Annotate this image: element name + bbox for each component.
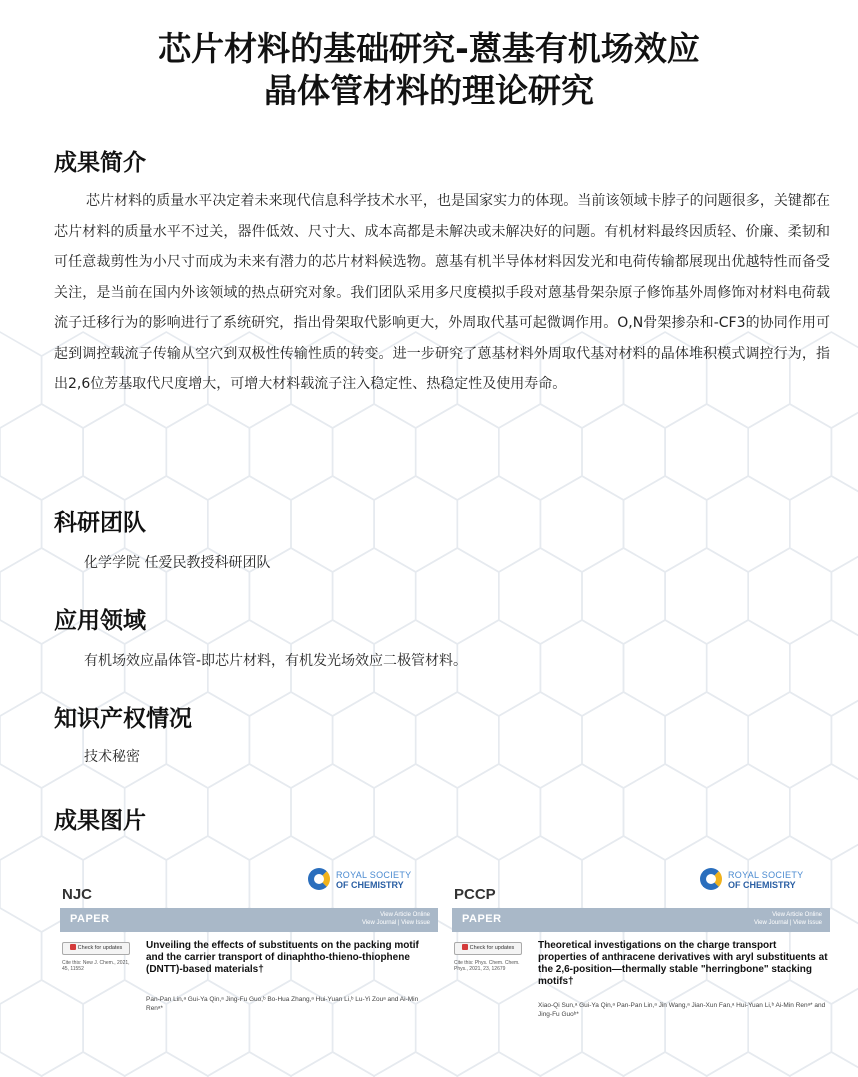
hexagon-shape — [249, 404, 332, 500]
check-updates-label: Check for updates — [469, 945, 515, 951]
hexagon-shape — [707, 476, 790, 572]
ip-heading: 知识产权情况 — [54, 706, 192, 732]
hexagon-shape — [582, 548, 665, 644]
rsc-logo-line1: ROYAL SOCIETY — [336, 870, 412, 880]
hexagon-shape — [333, 548, 416, 644]
journal-name: NJC — [62, 886, 93, 903]
hexagon-shape — [665, 548, 748, 644]
view-journal-issue: View Journal | View Issue — [361, 920, 430, 926]
hexagon-shape — [166, 404, 249, 500]
hexagon-shape — [208, 764, 291, 860]
check-for-updates-badge — [454, 942, 522, 955]
paper-authors: Pan-Pan Lin,ᵃ Gui-Ya Qin,ᵃ Jing-Fu Guo,ᵇ Bo-Hua Zhang,ᵃ Hui-Yuan Li,ᵇ Lu-Yi Zouᵃ and Ai-Min Renᵃ* — [146, 996, 419, 1012]
citation-text: Cite this: New J. Chem., 2021, 45, 11552 — [62, 960, 130, 972]
hexagon-shape — [0, 764, 42, 860]
paper-title: Theoretical investigations on the charge transport properties of anthracene derivatives with aryl substituents at the 2,6-position—thermally stable "herringbone" stacking motifs† — [538, 940, 828, 987]
hexagon-shape — [0, 404, 83, 500]
hexagon-shape — [0, 476, 42, 572]
hexagon-shape — [790, 764, 858, 860]
hexagon-shape — [582, 404, 665, 500]
check-updates-icon — [70, 944, 76, 950]
hexagon-shape — [457, 620, 540, 716]
hexagon-shape — [0, 620, 42, 716]
application-text: 有机场效应晶体管-即芯片材料，有机发光场效应二极管材料。 — [84, 653, 468, 669]
rsc-c-icon — [700, 868, 722, 890]
hexagon-shape — [707, 1052, 790, 1077]
view-online-text — [754, 911, 822, 927]
hexagon-shape — [0, 332, 42, 428]
hexagon-shape — [665, 404, 748, 500]
hexagon-shape — [374, 1052, 457, 1077]
journal-name: PCCP — [454, 886, 496, 903]
hexagon-shape — [540, 1052, 623, 1077]
check-for-updates-badge — [62, 942, 130, 955]
citation-text: Cite this: Phys. Chem. Chem. Phys., 2021, 23, 12679 — [454, 960, 520, 972]
hexagon-shape — [291, 1052, 374, 1077]
hexagon-shape — [125, 1052, 208, 1077]
hexagon-shape — [790, 476, 858, 572]
hexagon-shape — [42, 1052, 125, 1077]
hexagon-shape — [748, 404, 831, 500]
hexagon-shape — [499, 404, 582, 500]
check-updates-label: Check for updates — [77, 945, 123, 951]
paper-title: Unveiling the effects of substituents on the packing motif and the carrier transport of dinaphtho-thieno-thiophene (DNTT)-based materials† — [146, 940, 419, 975]
hexagon-shape — [540, 620, 623, 716]
images-heading: 成果图片 — [54, 808, 146, 834]
page-title-line1: 芯片材料的基础研究-蒽基有机场效应 — [158, 29, 700, 68]
paper-type-label: PAPER — [462, 913, 502, 925]
paper-type-bar — [60, 908, 438, 932]
paper-type-label: PAPER — [70, 913, 110, 925]
team-text: 化学学院 任爱民教授科研团队 — [84, 555, 271, 571]
view-article-online: View Article Online — [772, 912, 822, 918]
hexagon-shape — [249, 692, 332, 788]
paper-type-bar — [452, 908, 830, 932]
hexagon-shape — [416, 548, 499, 644]
hexagon-shape — [457, 764, 540, 860]
team-heading: 科研团队 — [54, 510, 146, 536]
ip-text: 技术秘密 — [84, 749, 140, 765]
page-title-line2: 晶体管材料的理论研究 — [264, 71, 594, 110]
hexagon-shape — [707, 764, 790, 860]
hexagon-shape — [499, 548, 582, 644]
page-title — [0, 28, 858, 112]
hexagon-shape — [374, 764, 457, 860]
hexagon-shape — [790, 1052, 858, 1077]
paper-image-njc — [54, 862, 444, 1032]
hexagon-shape — [748, 548, 831, 644]
hexagon-shape — [831, 692, 858, 788]
summary-heading: 成果简介 — [54, 150, 146, 176]
hexagon-shape — [0, 1052, 42, 1077]
rsc-logo — [700, 868, 830, 894]
hexagon-shape — [624, 764, 707, 860]
hexagon-shape — [208, 1052, 291, 1077]
hexagon-shape — [624, 476, 707, 572]
summary-text: 芯片材料的质量水平决定着未来现代信息科学技术水平，也是国家实力的体现。当前该领域卡脖子的问题很多，关键都在芯片材料的质量水平不过关，器件低效、尺寸大、成本高都是未解决或未解决好的问题。有机材料最终因质轻、价廉、柔韧和可任意裁剪性为小尺寸而成为未来有潜力的芯片材料候选物。蒽基有机半导体材料因发光和电荷传输都展现出优越特性而备受关注，是当前在国内外该领域的热点研究对象。我们团队采用多尺度模拟手段对蒽基骨架杂原子修饰基外周修饰对材料电荷载流子迁移行为的影响进行了系统研究，指出骨架取代影响更大，外周取代基可起微调作用。O,N骨架掺杂和-CF3的协同作用可起到调控载流子传输从空穴到双极性传输性质的转变。进一步研究了蒽基材料外周取代基对材料的晶体堆积模式调控行为，指出2,6位芳基取代尺度增大，可增大材料载流子注入稳定性、热稳定性及使用寿命。 — [54, 193, 830, 392]
hexagon-shape — [624, 620, 707, 716]
view-online-text — [362, 911, 430, 927]
hexagon-shape — [416, 404, 499, 500]
hexagon-shape — [624, 1052, 707, 1077]
hexagon-shape — [374, 476, 457, 572]
hexagon-shape — [457, 1052, 540, 1077]
hexagon-shape — [291, 764, 374, 860]
hexagon-shape — [582, 692, 665, 788]
rsc-c-icon — [308, 868, 330, 890]
hexagon-shape — [831, 548, 858, 644]
rsc-logo-line2: OF CHEMISTRY — [336, 880, 404, 890]
hexagon-shape — [540, 764, 623, 860]
hexagon-shape — [790, 620, 858, 716]
hexagon-shape — [457, 476, 540, 572]
hexagon-shape — [333, 692, 416, 788]
paper-image-pccp — [446, 862, 836, 1032]
hexagon-shape — [416, 692, 499, 788]
rsc-logo — [308, 868, 438, 894]
application-heading: 应用领域 — [54, 608, 146, 634]
hexagon-shape — [499, 692, 582, 788]
hexagon-shape — [540, 476, 623, 572]
rsc-logo-line1: ROYAL SOCIETY — [728, 870, 804, 880]
hexagon-shape — [665, 692, 748, 788]
check-updates-icon — [462, 944, 468, 950]
hexagon-shape — [333, 404, 416, 500]
hexagon-shape — [707, 620, 790, 716]
hexagon-shape — [83, 404, 166, 500]
view-article-online: View Article Online — [380, 912, 430, 918]
rsc-logo-line2: OF CHEMISTRY — [728, 880, 796, 890]
hexagon-shape — [0, 908, 42, 1004]
paper-authors: Xiao-Qi Sun,ᵃ Gui-Ya Qin,ᵃ Pan-Pan Lin,ᵃ Jin Wang,ᵃ Jian-Xun Fan,ᵃ Hui-Yuan Li,ᵇ Ai-Min Renᵃ* and Jing-Fu Guoᵇ* — [538, 1002, 826, 1018]
view-journal-issue: View Journal | View Issue — [753, 920, 822, 926]
hexagon-shape — [831, 404, 858, 500]
hexagon-shape — [291, 476, 374, 572]
hexagon-shape — [748, 692, 831, 788]
